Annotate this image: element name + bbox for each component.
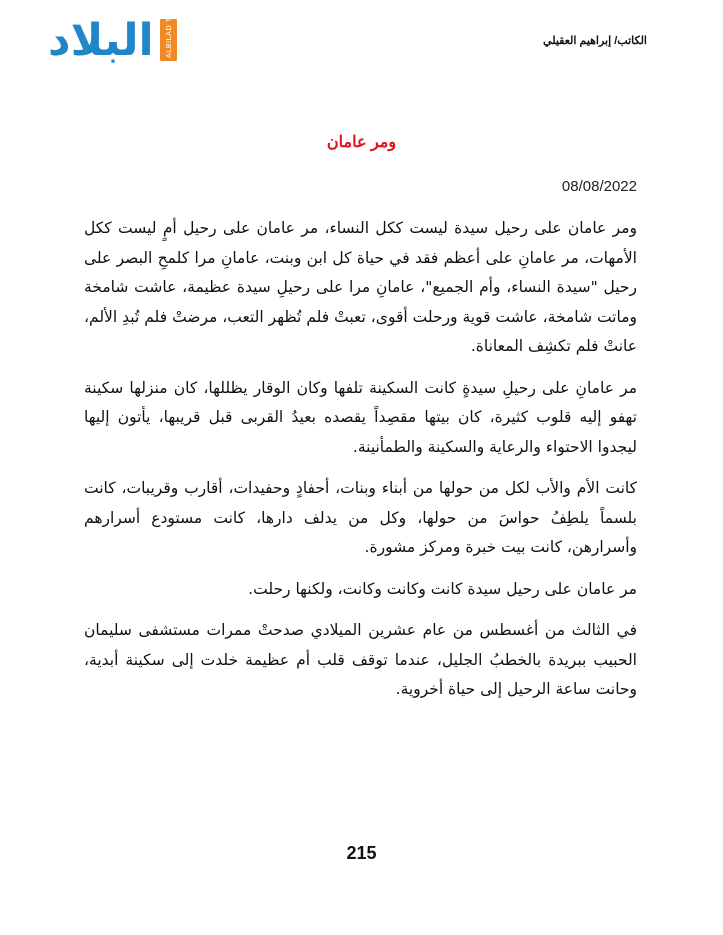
paragraph-5: في الثالث من أغسطس من عام عشرين الميلادي صدحتْ ممرات مستشفى سليمان الحبيب ببريدة بالخطبُ الجليل، عندما توقف قلب أم عظيمة خلدت إلى سكينة أبدية، وحانت ساعة الرحيل إلى حياة أخروية. (84, 621, 637, 698)
logo-tv-badge (160, 11, 177, 61)
author-name: الكاتب/ إبراهيم العقيلي (543, 35, 647, 47)
paragraph-4: مر عامان على رحيل سيدة كانت وكانت وكانت، ولكنها رحلت. (248, 579, 637, 598)
article-title: ومر عامان (326, 134, 397, 151)
page-number: 215 (346, 843, 377, 863)
logo-tv-label: ALBILAD TV (165, 11, 173, 58)
paragraph-1: ومر عامان على رحيل سيدة ليست ككل النساء، مر عامان على رحيل أمٍ ليست ككل الأمهات، مر عامانِ على أعظم فقد في حياة كل ابن وبنت، عامانِ مرا كلمحِ البصر على رحيل "سيدة النساء، وأم الجميع"، عامانِ مرا على رحيلِ سيدة عظيمة، عاشت شامخة وماتت شامخة، عاشت قوية ورحلت أقوى، تعبتْ فلم تُظهر التعب، مرضتْ فلم تُبدِ الألم، عانتْ فلم تكشِف المعاناة. (84, 219, 637, 355)
paragraph-2: مر عامانِ على رحيلِ سيدةٍ كانت السكينة تلفها وكان الوقار يظللها، كان منزلها سكينة تهفو إليه قلوب كثيرة، كان بيتها مقصِداً يقصده بعيدُ القربى قبل قريبها، يأتون إليها ليجدوا الاحتواء والرعاية والسكينة والطمأنينة. (84, 378, 637, 456)
albilad-logo (48, 11, 178, 66)
paragraph-3: كانت الأم والأب لكل من حولها من أبناء وبنات، أحفادٍ وحفيدات، أقارب وقريبات، كانت بلسماً يلطِفُ حواسَ من حولها، وكل من يدلف دارها، كانت مستودع أسرارهم وأسرارهن، كانت بيت خبرة ومركز مشورة. (84, 479, 637, 556)
article-date: 08/08/2022 (561, 178, 637, 195)
article-body (84, 214, 637, 717)
logo-wordmark: البلاد (48, 15, 154, 66)
